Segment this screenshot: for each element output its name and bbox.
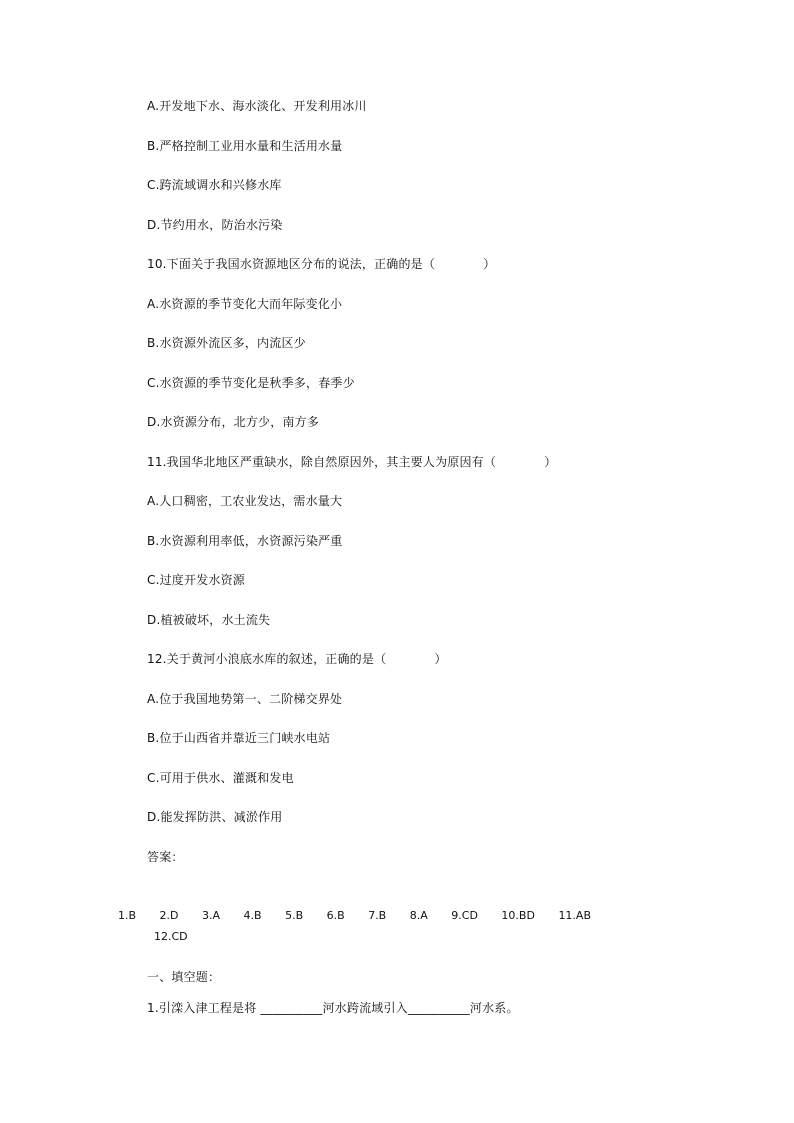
q10-stem: 10.下面关于我国水资源地区分布的说法，正确的是（ ） <box>147 257 496 271</box>
q12-option-c: C.可用于供水、灌溉和发电 <box>147 771 294 785</box>
q12-option-a: A.位于我国地势第一、二阶梯交界处 <box>147 692 343 706</box>
q10-option-c: C.水资源的季节变化是秋季多，春季少 <box>147 376 355 390</box>
answer-heading: 答案： <box>147 850 184 864</box>
q9-option-d: D.节约用水，防治水污染 <box>147 218 283 232</box>
q12-option-b: B.位于山西省并靠近三门峡水电站 <box>147 731 331 745</box>
answer-item: 11.AB <box>558 909 592 922</box>
q11-stem: 11.我国华北地区严重缺水，除自然原因外，其主要人为原因有（ ） <box>147 455 557 469</box>
answer-item: 12.CD <box>154 930 188 943</box>
q11-option-b: B.水资源利用率低，水资源污染严重 <box>147 534 343 548</box>
answer-item: 7.B <box>368 909 387 922</box>
q9-option-c: C.跨流域调水和兴修水库 <box>147 178 282 192</box>
q10-option-b: B.水资源外流区多，内流区少 <box>147 336 306 350</box>
q9-option-a: A.开发地下水、海水淡化、开发利用冰川 <box>147 99 367 113</box>
q11-option-c: C.过度开发水资源 <box>147 573 245 587</box>
q9-option-b: B.严格控制工业用水量和生活用水量 <box>147 139 343 153</box>
answer-item: 4.B <box>243 909 262 922</box>
q10-option-a: A.水资源的季节变化大而年际变化小 <box>147 297 343 311</box>
answer-item: 6.B <box>326 909 345 922</box>
answer-item: 2.D <box>159 909 179 922</box>
answer-item: 3.A <box>202 909 221 922</box>
answer-item: 5.B <box>285 909 304 922</box>
section-heading: 一、填空题： <box>147 970 221 984</box>
q12-option-d: D.能发挥防洪、减淤作用 <box>147 810 283 824</box>
answer-item: 1.B <box>118 909 137 922</box>
q10-option-d: D.水资源分布，北方少，南方多 <box>147 415 320 429</box>
answer-key <box>118 908 718 945</box>
fill-question-1: 1.引滦入津工程是将 __________河水跨流域引入__________河水系。 <box>147 1001 519 1015</box>
q12-stem: 12.关于黄河小浪底水库的叙述，正确的是（ ） <box>147 652 447 666</box>
q11-option-a: A.人口稠密，工农业发达，需水量大 <box>147 494 343 508</box>
answer-item: 8.A <box>409 909 428 922</box>
answer-item: 9.CD <box>451 909 478 922</box>
answer-item: 10.BD <box>501 909 535 922</box>
q11-option-d: D.植被破坏，水土流失 <box>147 613 271 627</box>
